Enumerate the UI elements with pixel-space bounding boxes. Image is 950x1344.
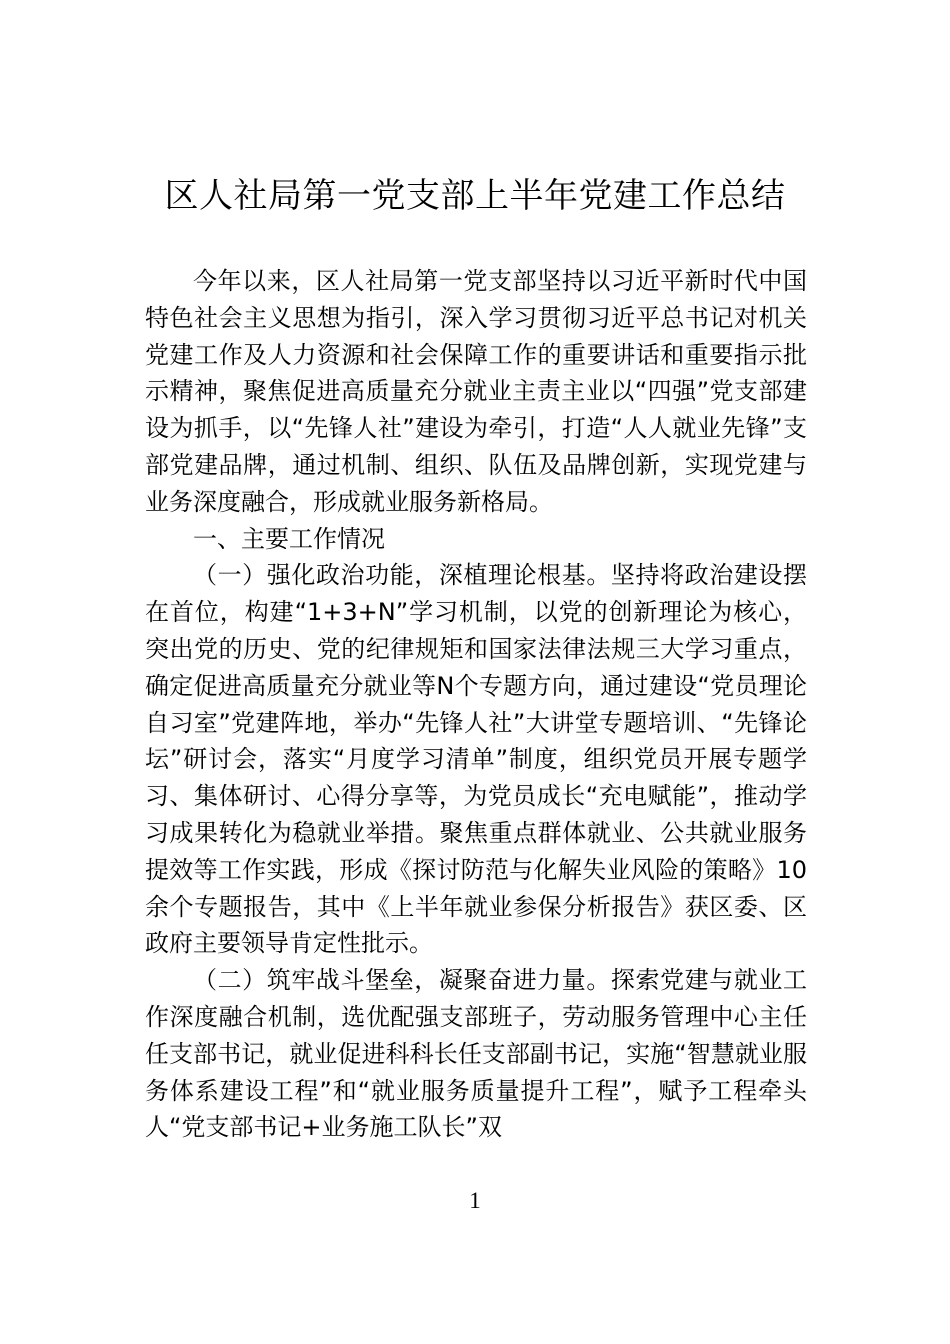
page-number: 1 xyxy=(469,1188,481,1213)
section-heading: 一、主要工作情况 xyxy=(193,524,385,553)
section-paragraph-2: （二）筑牢战斗堡垒，凝聚奋进力量。探索党建与就业工作深度融合机制，选优配强支部班子，劳动服务管理中心主任任支部书记，就业促进科科长任支部副书记，实施“智慧就业服务体系建设工程”和“就业服务质量提升工程”，赋予工程牵头人“党支部书记+业务施工队长”双 xyxy=(145,966,807,1142)
document-body xyxy=(145,263,807,1146)
intro-paragraph: 今年以来，区人社局第一党支部坚持以习近平新时代中国特色社会主义思想为指引，深入学习贯彻习近平总书记对机关党建工作及人力资源和社会保障工作的重要讲话和重要指示批示精神，聚焦促进高质量充分就业主责主业以“四强”党支部建设为抓手，以“先锋人社”建设为牵引，打造“人人就业先锋”支部党建品牌，通过机制、组织、队伍及品牌创新，实现党建与业务深度融合，形成就业服务新格局。 xyxy=(145,267,807,516)
document-title: 区人社局第一党支部上半年党建工作总结 xyxy=(164,176,786,216)
section-paragraph-1: （一）强化政治功能，深植理论根基。坚持将政治建设摆在首位，构建“1+3+N”学习机制，以党的创新理论为核心，突出党的历史、党的纪律规矩和国家法律法规三大学习重点，确定促进高质量充分就业等N个专题方向，通过建设“党员理论自习室”党建阵地，举办“先锋人社”大讲堂专题培训、“先锋论坛”研讨会，落实“月度学习清单”制度，组织党员开展专题学习、集体研讨、心得分享等，为党员成长“充电赋能”，推动学习成果转化为稳就业举措。聚焦重点群体就业、公共就业服务提效等工作实践，形成《探讨防范与化解失业风险的策略》10余个专题报告，其中《上半年就业参保分析报告》获区委、区政府主要领导肯定性批示。 xyxy=(145,561,807,958)
